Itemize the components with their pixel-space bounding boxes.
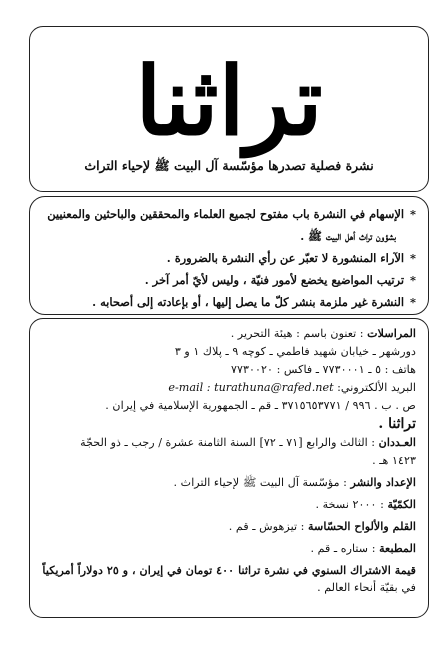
subscription-line: قيمة الاشتراك السنوي في نشرة تراثنا ٤٠٠ تومان في إيران ، و ٢٥ دولاراً أمريكياً — [42, 563, 416, 577]
issues-value: : الثالث والرابع [٧١ ـ ٧٢] السنة الثامنة عشرة / رجب ـ ذو الحجّة — [80, 436, 376, 449]
issues-label: العـددان — [378, 435, 416, 449]
info-box — [29, 318, 429, 618]
masthead-subtitle: نشرة فصلية تصدرها مؤسّسة آل البيت ﷺ لإحياء التراث — [84, 158, 374, 173]
address-line: دورشهر ـ خيابان شهيد فاطمي ـ كوچه ٩ ـ پلاك ١ و ٣ — [174, 345, 416, 358]
note-item: * ترتيب المواضيع يخضع لأمور فنيّة ، وليس لأيّ أمر آخر . — [40, 269, 416, 291]
notes-box — [29, 196, 429, 315]
press-value: : ستاره ـ قم . — [310, 542, 376, 555]
note-item: * الإسهام في النشرة باب مفتوح لجميع العلماء والمحققين والباحثين والمعنيين — [40, 203, 416, 225]
copies-value: : ٢٠٠٠ نسخة . — [315, 498, 384, 511]
email-value: e-mail : turathuna@rafed.net — [168, 381, 334, 394]
note-item: * النشرة غير ملزمة بنشر كلّ ما يصل إليها ، أو بإعادته إلى أصحابه . — [40, 291, 416, 313]
note-item: * الآراء المنشورة لا تعبّر عن رأي النشرة بالضرورة . — [40, 247, 416, 269]
info-section — [30, 319, 428, 597]
publisher-value: : مؤسّسة آل البيت ﷺ لإحياء التراث . — [173, 476, 347, 489]
publisher-label: الإعداد والنشر — [350, 475, 416, 489]
issues-year-line: ١٤٢٣ هـ . — [372, 454, 416, 467]
phone-line: هاتف : ٥ ـ ٧٧٣٠٠٠١ ـ فاكس : ٧٧٣٠٠٢٠ — [230, 363, 416, 376]
press-line — [42, 539, 416, 558]
correspondence-line — [42, 324, 416, 343]
notes-list — [30, 197, 428, 313]
copies-line — [42, 495, 416, 514]
note-item-continuation: بشؤون تراث أهل البيت ﷺ . — [300, 229, 396, 243]
email-line — [42, 379, 416, 397]
publisher-line — [42, 473, 416, 492]
press-label: المطبعة — [379, 541, 416, 555]
subscription-line-2: في بقيّة أنحاء العالم . — [317, 581, 416, 594]
typesetting-line — [42, 517, 416, 536]
copies-label: الكمّيّة — [387, 497, 416, 511]
masthead-box — [29, 26, 429, 192]
pobox-line: ص . ب . ٩٩٦ / ٣٧١٥٦٥٣٧٧١ ـ قم ـ الجمهورية الإسلامية في إيران . — [105, 399, 416, 412]
email-label: البريد الألكتروني: — [337, 381, 416, 394]
correspondence-value: : تعنون باسم : هيئة التحرير . — [230, 327, 364, 340]
typesetting-label: القلم والألواح الحسّاسة — [307, 519, 416, 533]
masthead-title: تراثنا — [135, 47, 323, 157]
typesetting-value: : تيزهوش ـ قم . — [228, 520, 305, 533]
correspondence-label: المراسلات — [367, 326, 416, 340]
issues-line — [42, 433, 416, 452]
journal-name: تراثنا . — [378, 416, 416, 432]
